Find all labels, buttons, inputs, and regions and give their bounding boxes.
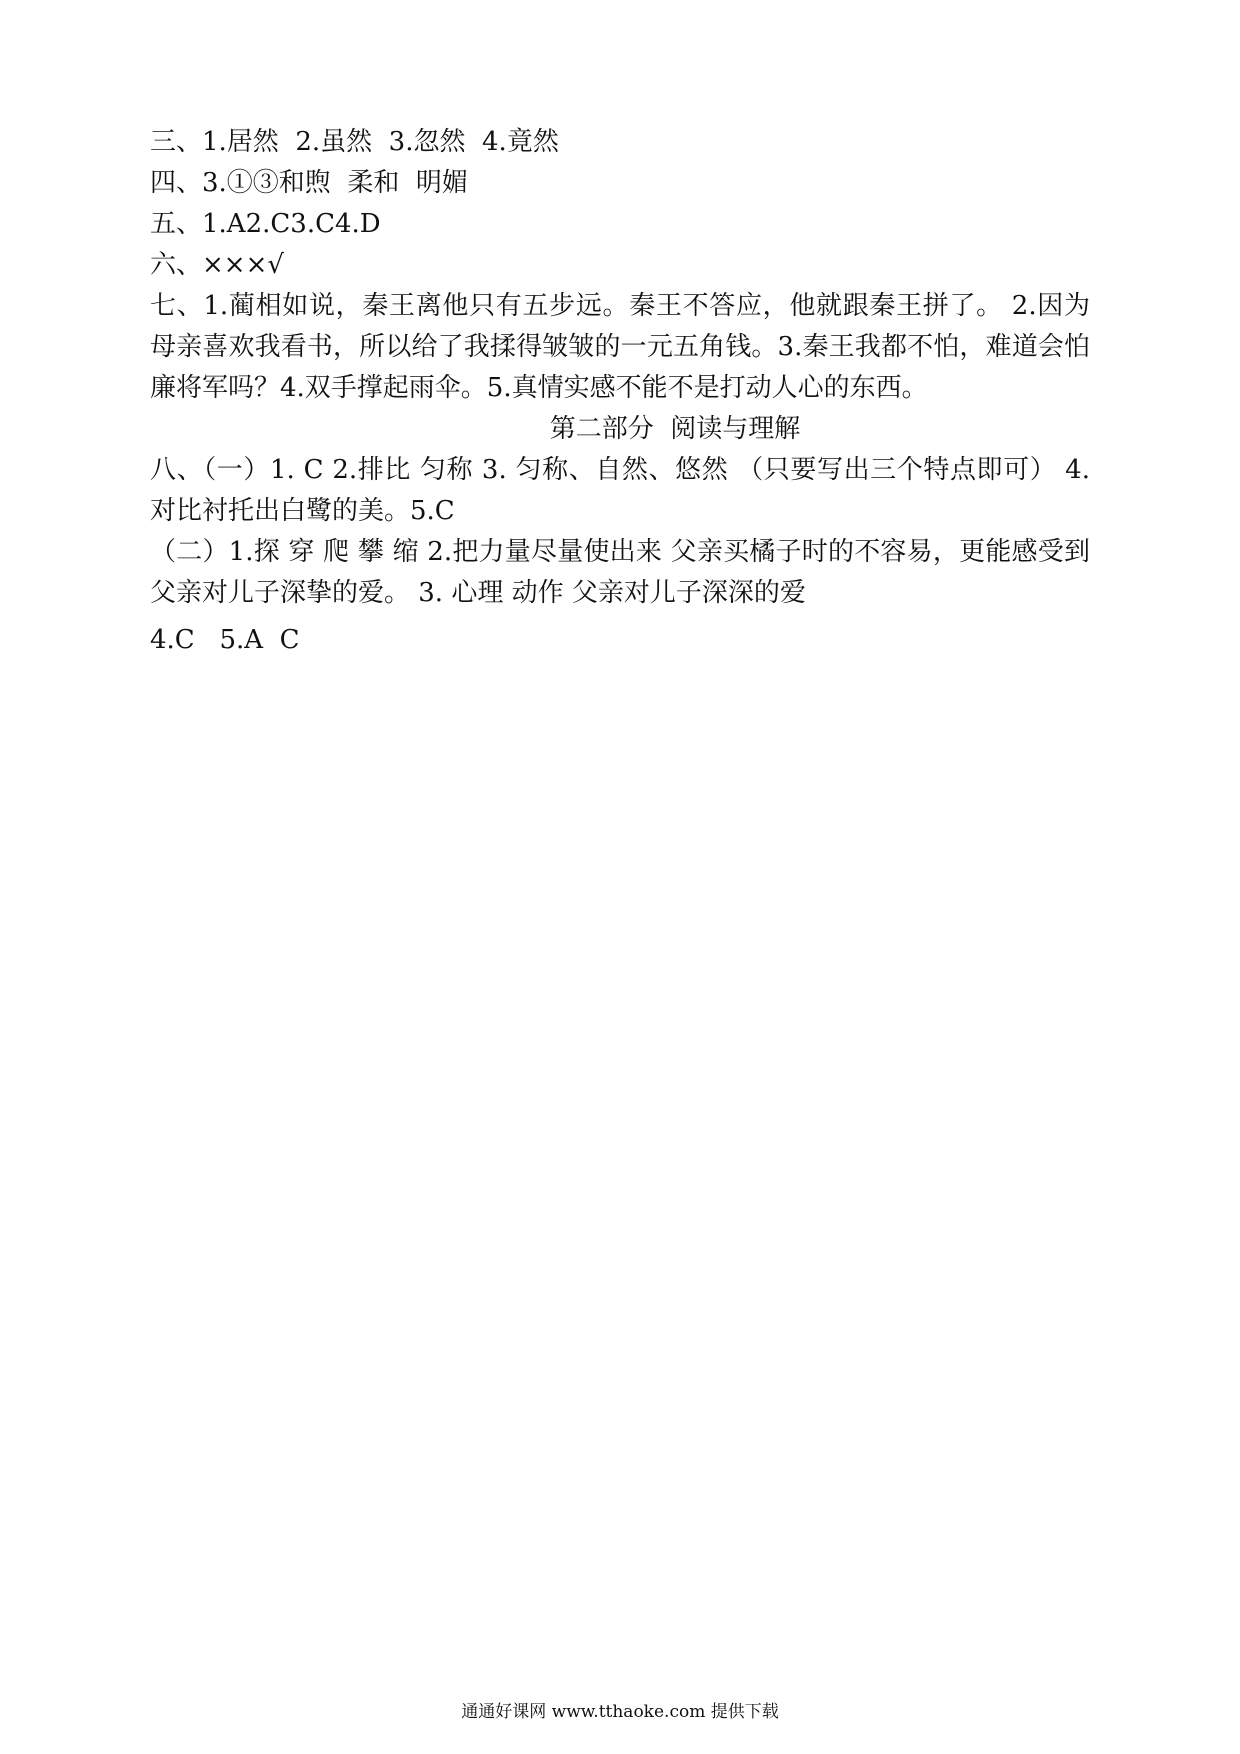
answer-section-8-part-1: 八、（一）1. C 2.排比 匀称 3. 匀称、自然、悠然 （只要写出三个特点即可） 4. 对比衬托出白鹭的美。5.C	[150, 455, 1090, 526]
answer-section-7: 七、1.蔺相如说，秦王离他只有五步远。秦王不答应，他就跟秦王拼了。 2.因为母亲喜欢我看书，所以给了我揉得皱皱的一元五角钱。3.秦王我都不怕，难道会怕廉将军吗？4.双手撑起雨伞。5.真情实感不能不是打动人心的东西。	[150, 291, 1090, 403]
answer-section-8-part-2-last: 4.C 5.A C	[150, 625, 300, 655]
answer-section-3: 三、1.居然 2.虽然 3.忽然 4.竟然	[150, 127, 559, 157]
footer-credit: 通通好课网 www.tthaoke.com 提供下载	[461, 1702, 779, 1722]
answer-section-4: 四、3.①③和煦 柔和 明媚	[150, 168, 468, 198]
answer-section-5: 五、1.A2.C3.C4.D	[150, 209, 381, 239]
answer-section-8-part-2: （二）1.探 穿 爬 攀 缩 2.把力量尽量使出来 父亲买橘子时的不容易，更能感受到父亲对儿子深挚的爱。 3. 心理 动作 父亲对儿子深深的爱	[150, 537, 1090, 608]
answer-section-6: 六、×××√	[150, 250, 284, 280]
answer-content	[150, 122, 1090, 661]
section-2-title: 第二部分 阅读与理解	[549, 414, 801, 444]
